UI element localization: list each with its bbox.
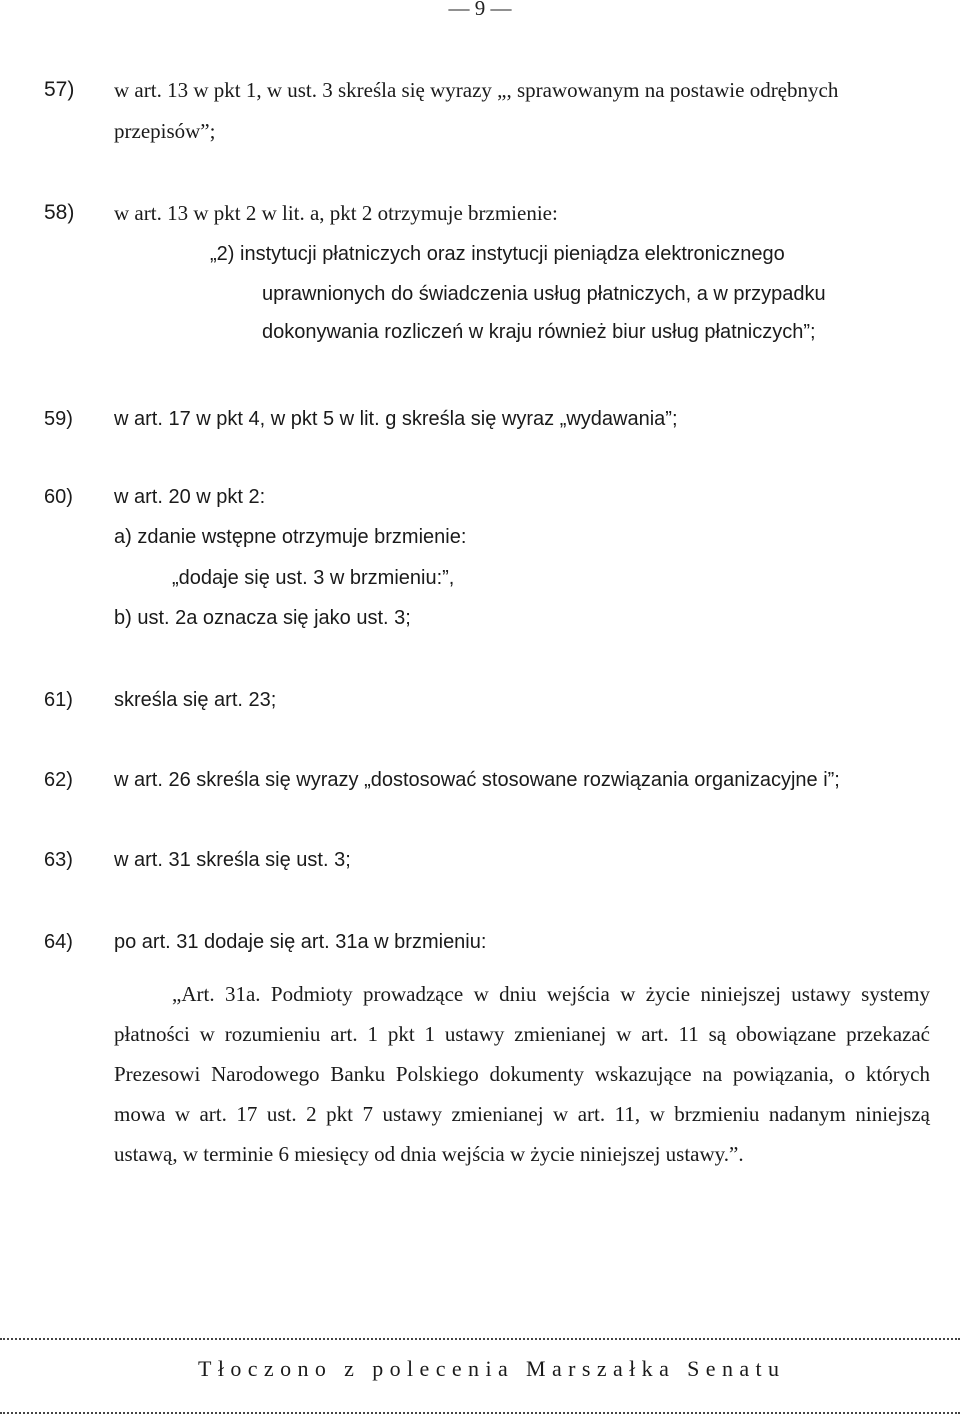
item-59-text: w art. 17 w pkt 4, w pkt 5 w lit. g skreśla się wyraz „wydawania”;: [114, 408, 678, 430]
item-64-paragraph: „Art. 31a. Podmioty prowadzące w dniu wejścia w życie niniejszej ustawy systemy płatności w rozumieniu art. 1 pkt 1 ustawy zmienianej w art. 11 są obowiązane przekazać Prezesowi Narodowego Banku Polskiego dokumenty wskazujące na powiązania, o których mowa w art. 17 ust. 2 pkt 7 ustawy zmienianej w art. 11, w brzmieniu nadanym niniejszą ustawą, w terminie 6 miesięcy od dnia wejścia w życie niniejszej ustawy.”.: [114, 982, 930, 1166]
item-number-60: 60): [44, 486, 73, 508]
item-58-quote-line-3: dokonywania rozliczeń w kraju również biur usług płatniczych”;: [262, 321, 816, 343]
item-60-a-quote: „dodaje się ust. 3 w brzmieniu:”,: [172, 567, 455, 589]
item-61-text: skreśla się art. 23;: [114, 689, 277, 711]
item-number-58: 58): [44, 201, 75, 224]
item-58-line-1: w art. 13 w pkt 2 w lit. a, pkt 2 otrzymuje brzmienie:: [114, 201, 558, 225]
footer-top-dotted-rule: [0, 1338, 960, 1342]
item-58-quote-line-2: uprawnionych do świadczenia usług płatniczych, a w przypadku: [262, 283, 826, 305]
item-64-line-1: po art. 31 dodaje się art. 31a w brzmieniu:: [114, 931, 487, 953]
item-number-61: 61): [44, 689, 73, 711]
item-60-line-1: w art. 20 w pkt 2:: [114, 486, 266, 508]
item-60-b: b) ust. 2a oznacza się jako ust. 3;: [114, 607, 411, 629]
item-57-line-2: przepisów”;: [114, 119, 216, 143]
page-number: — 9 —: [448, 0, 512, 20]
item-62-text: w art. 26 skreśla się wyrazy „dostosować stosowane rozwiązania organizacyjne i”;: [114, 769, 840, 791]
footer-printed-by: Tłoczono z polecenia Marszałka Senatu: [198, 1356, 786, 1381]
item-63-text: w art. 31 skreśla się ust. 3;: [114, 849, 351, 871]
item-number-63: 63): [44, 849, 73, 871]
footer-bottom-dotted-rule: [0, 1412, 960, 1416]
item-number-57: 57): [44, 78, 75, 101]
item-number-64: 64): [44, 931, 73, 953]
item-58-quote-line-1: „2) instytucji płatniczych oraz instytucji pieniądza elektronicznego: [210, 243, 785, 265]
item-57-line-1: w art. 13 w pkt 1, w ust. 3 skreśla się wyrazy „, sprawowanym na postawie odrębnych: [114, 78, 839, 102]
item-number-59: 59): [44, 408, 73, 430]
item-number-62: 62): [44, 769, 73, 791]
item-60-a: a) zdanie wstępne otrzymuje brzmienie:: [114, 526, 467, 548]
